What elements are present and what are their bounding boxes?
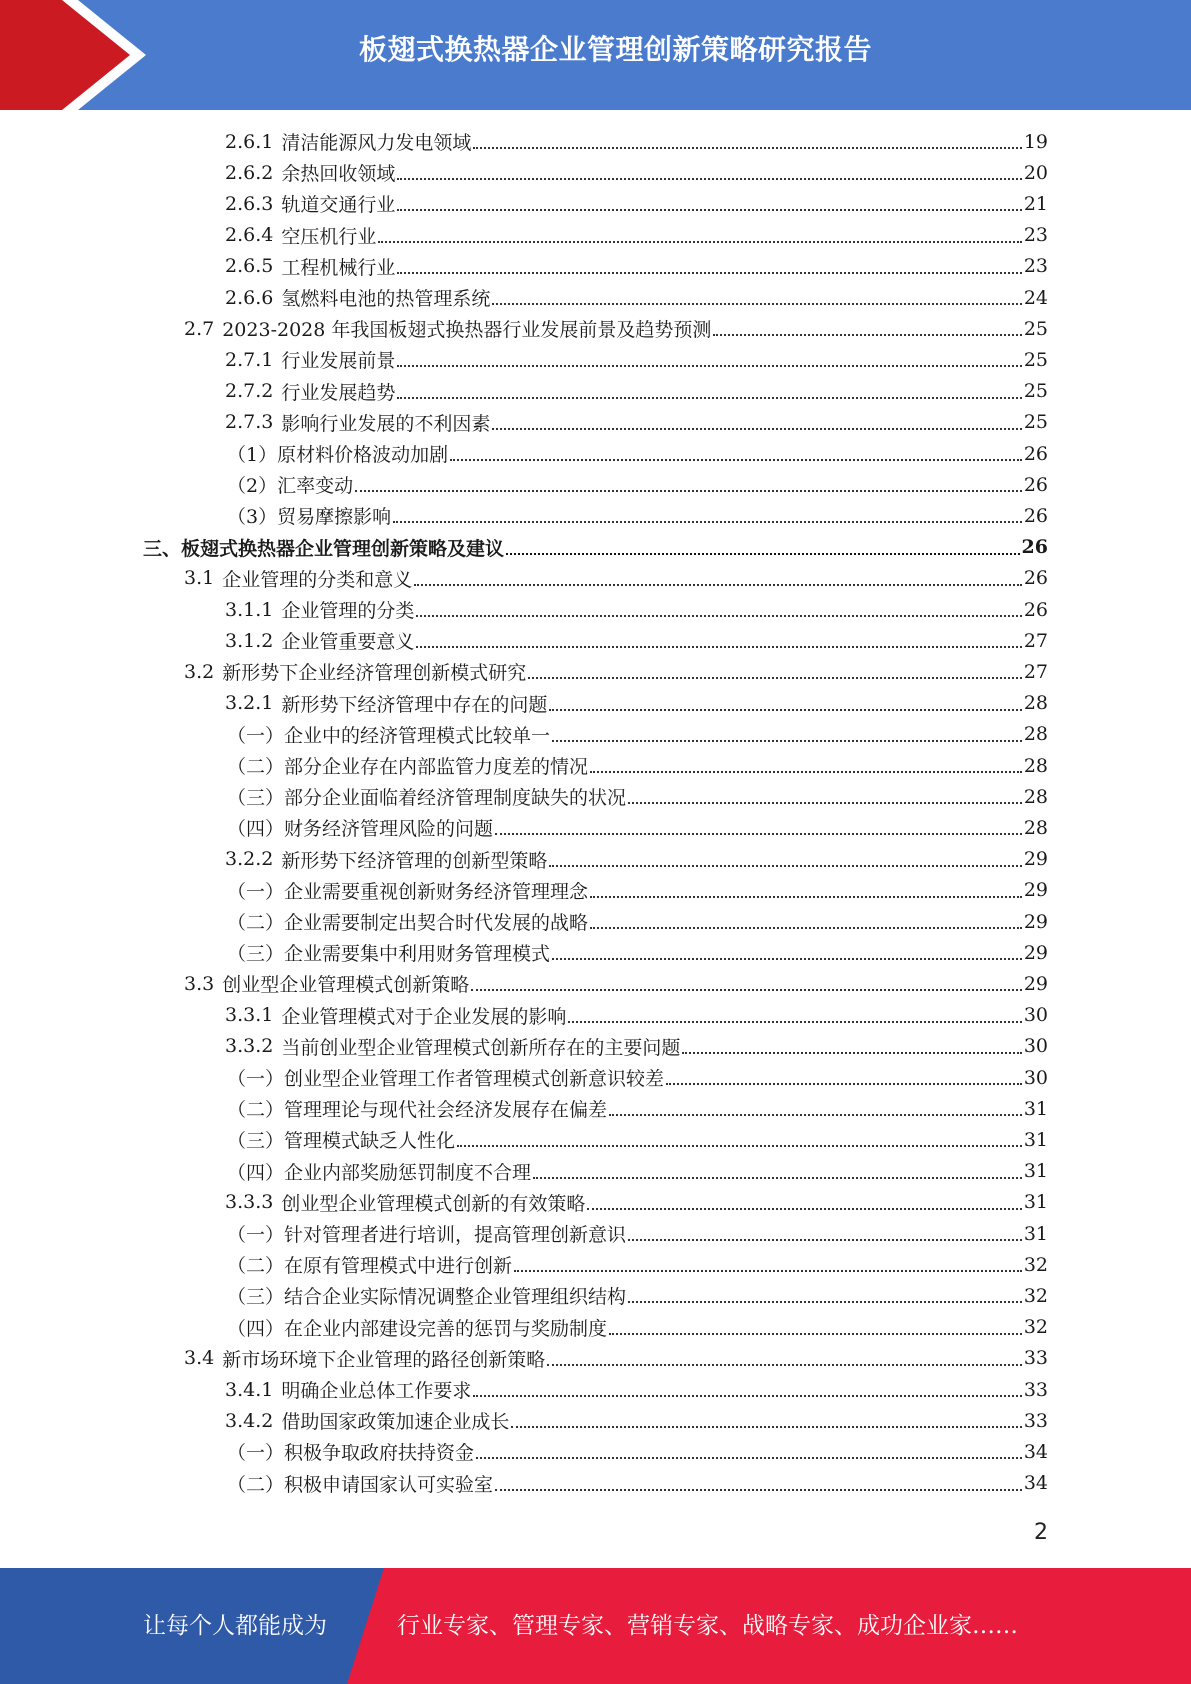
toc-entry[interactable] xyxy=(225,594,1048,625)
toc-entry-page: 26 xyxy=(1023,504,1048,527)
toc-entry-title: 2023-2028 年我国板翅式换热器行业发展前景及趋势预测 xyxy=(222,319,712,342)
toc-entry-number: （1） xyxy=(227,444,278,466)
toc-entry-title: 企业需要集中利用财务管理模式 xyxy=(284,943,551,966)
toc-entry-page: 28 xyxy=(1023,816,1048,839)
toc-entry[interactable] xyxy=(227,812,1048,843)
toc-entry[interactable] xyxy=(227,500,1048,531)
toc-entry[interactable] xyxy=(225,220,1048,251)
toc-dot-leader xyxy=(397,209,1021,211)
toc-dot-leader xyxy=(590,771,1022,773)
toc-dot-leader xyxy=(533,1177,1022,1179)
toc-entry-number: （四） xyxy=(227,1161,285,1184)
toc-entry-number: 3.4 xyxy=(184,1347,215,1370)
toc-dot-leader xyxy=(549,865,1021,867)
toc-entry-title: 新形势下经济管理的创新型策略 xyxy=(281,849,548,872)
toc-entry-page: 26 xyxy=(1023,473,1048,496)
page-header xyxy=(0,0,1191,110)
report-title: 板翅式换热器企业管理创新策略研究报告 xyxy=(358,33,872,66)
toc-entry-title: 借助国家政策加速企业成长 xyxy=(281,1411,510,1434)
toc-entry-title: 清洁能源风力发电领域 xyxy=(281,132,472,154)
toc-dot-leader xyxy=(416,615,1021,617)
toc-entry-page: 31 xyxy=(1023,1097,1048,1120)
toc-entry-page: 30 xyxy=(1023,1066,1048,1089)
toc-entry-number: 3.3.1 xyxy=(225,1004,274,1027)
toc-entry-title: 板翅式换热器企业管理创新策略及建议 xyxy=(181,537,505,560)
toc-entry-title: 企业管理的分类 xyxy=(281,600,415,622)
toc-dot-leader xyxy=(628,1239,1022,1241)
toc-entry-number: 2.6.1 xyxy=(225,130,274,153)
toc-entry-page: 25 xyxy=(1023,348,1048,371)
toc-entry[interactable] xyxy=(225,688,1048,719)
toc-entry-number: 3.3.2 xyxy=(225,1035,274,1058)
toc-entry[interactable] xyxy=(225,1031,1048,1062)
toc-dot-leader xyxy=(628,1301,1022,1303)
toc-entry-title: 部分企业存在内部监管力度差的情况 xyxy=(284,756,589,778)
toc-entry-title: 轨道交通行业 xyxy=(281,194,396,217)
toc-dot-leader xyxy=(552,958,1022,960)
toc-entry[interactable] xyxy=(225,157,1048,188)
toc-entry-number: 2.7.1 xyxy=(225,348,274,371)
toc-entry-number: （二） xyxy=(227,1255,285,1278)
toc-entry-number: （三） xyxy=(227,943,285,966)
toc-entry-title: 创业型企业管理模式创新的有效策略 xyxy=(281,1192,586,1215)
toc-entry[interactable] xyxy=(184,563,1048,594)
toc-entry-title: 积极争取政府扶持资金 xyxy=(284,1442,475,1465)
toc-entry-title: 工程机械行业 xyxy=(281,256,396,279)
toc-entry[interactable] xyxy=(225,1374,1048,1405)
toc-entry-page: 23 xyxy=(1023,224,1048,247)
toc-entry-page: 21 xyxy=(1023,192,1048,215)
toc-entry-page: 27 xyxy=(1023,660,1048,683)
page-number: 2 xyxy=(1034,1520,1048,1545)
toc-entry-page: 34 xyxy=(1023,1472,1048,1495)
toc-entry-number: 2.6.6 xyxy=(225,286,274,309)
toc-entry-page: 26 xyxy=(1023,442,1048,465)
toc-entry-number: （四） xyxy=(227,818,285,841)
toc-entry-title: 管理模式缺乏人性化 xyxy=(284,1130,456,1153)
toc-entry-title: 企业管理模式对于企业发展的影响 xyxy=(281,1005,567,1028)
toc-entry[interactable] xyxy=(225,407,1048,438)
toc-entry-number: 3.3.3 xyxy=(225,1191,274,1214)
toc-entry-page: 26 xyxy=(1023,598,1048,621)
toc-entry-page: 25 xyxy=(1023,411,1048,434)
toc-entry-title: 行业发展趋势 xyxy=(281,381,396,404)
toc-entry[interactable] xyxy=(225,376,1048,407)
toc-dot-leader xyxy=(495,833,1022,835)
toc-dot-leader xyxy=(473,1395,1021,1397)
toc-entry-page: 24 xyxy=(1023,286,1048,309)
toc-entry-title: 部分企业面临着经济管理制度缺失的状况 xyxy=(284,787,627,810)
toc-dot-leader xyxy=(506,553,1020,555)
toc-entry-number: 3.2.2 xyxy=(225,848,274,871)
toc-entry[interactable] xyxy=(225,1187,1048,1218)
toc-entry-title: 新形势下经济管理中存在的问题 xyxy=(281,693,548,716)
toc-dot-leader xyxy=(628,802,1022,804)
toc-entry-page: 29 xyxy=(1023,972,1048,995)
toc-entry[interactable] xyxy=(227,875,1048,906)
toc-entry-page: 28 xyxy=(1023,692,1048,715)
toc-dot-leader xyxy=(450,459,1022,461)
toc-entry-title: 在原有管理模式中进行创新 xyxy=(284,1255,513,1278)
toc-entry[interactable] xyxy=(225,188,1048,219)
toc-entry-title: 余热回收领域 xyxy=(281,163,396,186)
toc-entry-page: 32 xyxy=(1023,1316,1048,1339)
toc-dot-leader xyxy=(552,740,1022,742)
toc-entry[interactable] xyxy=(227,937,1048,968)
toc-entry[interactable] xyxy=(225,1405,1048,1436)
toc-entry-number: （三） xyxy=(227,787,285,810)
toc-entry-number: （二） xyxy=(227,756,285,778)
toc-dot-leader xyxy=(355,490,1022,492)
toc-entry[interactable] xyxy=(227,1249,1048,1280)
toc-entry-title: 原材料价格波动加剧 xyxy=(277,444,449,466)
toc-entry-number: 三、 xyxy=(143,537,182,560)
toc-entry[interactable] xyxy=(225,344,1048,375)
toc-entry[interactable] xyxy=(227,719,1048,750)
toc-entry-number: 3.2.1 xyxy=(225,692,274,715)
toc-entry-number: 3.4.1 xyxy=(225,1378,274,1401)
toc-entry-title: 企业需要制定出契合时代发展的战略 xyxy=(284,912,589,934)
toc-entry-page: 26 xyxy=(1021,536,1048,559)
toc-dot-leader xyxy=(495,1489,1022,1491)
toc-dot-leader xyxy=(590,896,1022,898)
toc-entry-title: 贸易摩擦影响 xyxy=(277,506,392,529)
toc-entry-page: 26 xyxy=(1023,567,1048,590)
toc-dot-leader xyxy=(609,1114,1022,1116)
toc-entry-page: 34 xyxy=(1023,1440,1048,1463)
toc-entry-number: 3.3 xyxy=(184,972,215,995)
toc-entry[interactable] xyxy=(227,1468,1048,1499)
toc-entry-number: 2.6.3 xyxy=(225,192,274,215)
toc-entry-number: 2.7.2 xyxy=(225,380,274,403)
toc-entry-title: 财务经济管理风险的问题 xyxy=(284,818,494,841)
toc-entry[interactable] xyxy=(227,1124,1048,1155)
toc-entry-number: （3） xyxy=(227,506,278,529)
toc-entry-number: （一） xyxy=(227,1068,285,1090)
toc-dot-leader xyxy=(587,1208,1021,1210)
toc-dot-leader xyxy=(666,1083,1022,1085)
toc-entry-page: 25 xyxy=(1023,317,1048,340)
toc-entry-number: （二） xyxy=(227,1099,285,1122)
toc-entry-number: （一） xyxy=(227,1442,285,1465)
toc-entry[interactable] xyxy=(227,781,1048,812)
page-footer xyxy=(0,1568,1191,1684)
toc-entry-title: 管理理论与现代社会经济发展存在偏差 xyxy=(284,1099,608,1122)
toc-entry-title: 结合企业实际情况调整企业管理组织结构 xyxy=(284,1286,627,1309)
toc-entry[interactable] xyxy=(225,126,1048,157)
toc-entry-title: 氢燃料电池的热管理系统 xyxy=(281,288,491,310)
toc-entry-page: 28 xyxy=(1023,723,1048,746)
toc-entry-number: 2.7.3 xyxy=(225,411,274,434)
toc-entry-title: 新形势下企业经济管理创新模式研究 xyxy=(222,662,527,685)
toc-entry[interactable] xyxy=(227,1312,1048,1343)
toc-entry-title: 企业管理的分类和意义 xyxy=(222,568,413,591)
toc-entry-page: 31 xyxy=(1023,1160,1048,1183)
toc-entry-number: 3.1.1 xyxy=(225,598,274,621)
toc-entry-number: （四） xyxy=(227,1317,285,1340)
toc-entry-page: 33 xyxy=(1023,1347,1048,1370)
toc-entry-page: 30 xyxy=(1023,1035,1048,1058)
toc-entry[interactable] xyxy=(227,1062,1048,1093)
toc-entry-number: 2.6.5 xyxy=(225,255,274,278)
toc-entry-page: 32 xyxy=(1023,1253,1048,1276)
toc-entry-number: 2.7 xyxy=(184,317,215,340)
toc-dot-leader xyxy=(511,1426,1021,1428)
toc-entry-page: 29 xyxy=(1023,879,1048,902)
toc-entry[interactable] xyxy=(227,469,1048,500)
footer-slogan-right: 行业专家、管理专家、营销专家、战略专家、成功企业家…… xyxy=(397,1613,1018,1639)
toc-entry-title: 在企业内部建设完善的惩罚与奖励制度 xyxy=(284,1317,608,1340)
toc-entry-number: 3.2 xyxy=(184,660,215,683)
toc-dot-leader xyxy=(397,365,1021,367)
toc-entry-title: 明确企业总体工作要求 xyxy=(281,1380,472,1402)
toc-dot-leader xyxy=(547,1364,1022,1366)
toc-entry[interactable] xyxy=(184,1343,1048,1374)
toc-entry[interactable] xyxy=(225,844,1048,875)
toc-entry-number: （一） xyxy=(227,880,285,903)
toc-entry[interactable] xyxy=(227,1218,1048,1249)
toc-entry-page: 19 xyxy=(1023,130,1048,153)
toc-entry-title: 行业发展前景 xyxy=(281,350,396,373)
toc-entry-page: 29 xyxy=(1023,848,1048,871)
toc-entry[interactable] xyxy=(227,906,1048,937)
toc-entry-number: （2） xyxy=(227,475,278,498)
toc-entry[interactable] xyxy=(227,438,1048,469)
toc-entry-title: 创业型企业管理工作者管理模式创新意识较差 xyxy=(284,1068,665,1090)
toc-dot-leader xyxy=(609,1333,1022,1335)
toc-dot-leader xyxy=(568,1021,1021,1023)
toc-entry-number: 2.6.2 xyxy=(225,161,274,184)
toc-entry-title: 影响行业发展的不利因素 xyxy=(281,412,491,435)
toc-entry[interactable] xyxy=(227,1436,1048,1467)
toc-entry-title: 新市场环境下企业管理的路径创新策略 xyxy=(222,1348,546,1371)
toc-entry-number: 2.6.4 xyxy=(225,224,274,247)
toc-entry-title: 积极申请国家认可实验室 xyxy=(284,1473,494,1496)
toc-entry-number: （二） xyxy=(227,912,285,934)
toc-entry[interactable] xyxy=(184,656,1048,687)
toc-dot-leader xyxy=(476,1457,1022,1459)
toc-entry-page: 28 xyxy=(1023,785,1048,808)
toc-entry-number: 3.1 xyxy=(184,567,215,590)
toc-entry-number: （二） xyxy=(227,1473,285,1496)
toc-entry-page: 29 xyxy=(1023,910,1048,933)
toc-entry-page: 31 xyxy=(1023,1191,1048,1214)
toc-entry-page: 28 xyxy=(1023,754,1048,777)
toc-entry-title: 企业管重要意义 xyxy=(281,631,415,654)
toc-entry-title: 企业内部奖励惩罚制度不合理 xyxy=(284,1161,532,1184)
toc-entry-page: 32 xyxy=(1023,1284,1048,1307)
toc-entry-page: 31 xyxy=(1023,1128,1048,1151)
toc-entry-number: 3.4.2 xyxy=(225,1409,274,1432)
toc-entry-title: 创业型企业管理模式创新策略 xyxy=(222,974,470,997)
toc-entry-page: 20 xyxy=(1023,161,1048,184)
toc-entry[interactable] xyxy=(227,1280,1048,1311)
toc-entry-number: （一） xyxy=(227,724,285,747)
toc-entry-title: 针对管理者进行培训，提高管理创新意识 xyxy=(284,1224,627,1246)
toc-dot-leader xyxy=(416,646,1021,648)
toc-dot-leader xyxy=(492,303,1021,305)
toc-entry[interactable] xyxy=(227,1156,1048,1187)
toc-entry-page: 33 xyxy=(1023,1378,1048,1401)
toc-entry[interactable] xyxy=(184,313,1048,344)
toc-entry[interactable] xyxy=(225,625,1048,656)
toc-entry[interactable] xyxy=(227,750,1048,781)
toc-dot-leader xyxy=(549,709,1021,711)
toc-dot-leader xyxy=(514,1270,1022,1272)
toc-entry[interactable] xyxy=(227,1093,1048,1124)
toc-entry-title: 当前创业型企业管理模式创新所存在的主要问题 xyxy=(281,1036,681,1059)
toc-entry-title: 企业需要重视创新财务经济管理理念 xyxy=(284,880,589,903)
toc-dot-leader xyxy=(682,1052,1021,1054)
toc-dot-leader xyxy=(393,521,1022,523)
toc-entry-page: 27 xyxy=(1023,629,1048,652)
toc-dot-leader xyxy=(457,1145,1022,1147)
toc-entry[interactable] xyxy=(225,251,1048,282)
toc-entry-page: 25 xyxy=(1023,380,1048,403)
toc-entry-page: 23 xyxy=(1023,255,1048,278)
toc-dot-leader xyxy=(528,677,1022,679)
toc-entry[interactable] xyxy=(143,532,1048,563)
toc-entry[interactable] xyxy=(225,282,1048,313)
toc-dot-leader xyxy=(397,272,1021,274)
toc-dot-leader xyxy=(492,428,1021,430)
toc-entry-page: 30 xyxy=(1023,1004,1048,1027)
toc-entry-page: 29 xyxy=(1023,941,1048,964)
toc-entry-number: 3.1.2 xyxy=(225,629,274,652)
toc-entry-number: （三） xyxy=(227,1286,285,1309)
toc-entry-number: （一） xyxy=(227,1224,285,1246)
toc-entry-number: （三） xyxy=(227,1130,285,1153)
toc-dot-leader xyxy=(713,334,1021,336)
toc-dot-leader xyxy=(590,927,1022,929)
toc-dot-leader xyxy=(397,397,1021,399)
toc-dot-leader xyxy=(473,147,1021,149)
toc-entry-title: 汇率变动 xyxy=(277,475,354,498)
toc-entry-title: 空压机行业 xyxy=(281,225,377,248)
footer-slogan-left: 让每个人都能成为 xyxy=(143,1613,327,1639)
toc-entry[interactable] xyxy=(225,1000,1048,1031)
toc-dot-leader xyxy=(397,178,1021,180)
toc-entry-page: 31 xyxy=(1023,1222,1048,1245)
toc-dot-leader xyxy=(378,241,1021,243)
toc-entry[interactable] xyxy=(184,968,1048,999)
toc-entry-title: 企业中的经济管理模式比较单一 xyxy=(284,724,551,747)
toc-dot-leader xyxy=(414,584,1022,586)
toc-dot-leader xyxy=(471,989,1022,991)
toc-entry-page: 33 xyxy=(1023,1409,1048,1432)
